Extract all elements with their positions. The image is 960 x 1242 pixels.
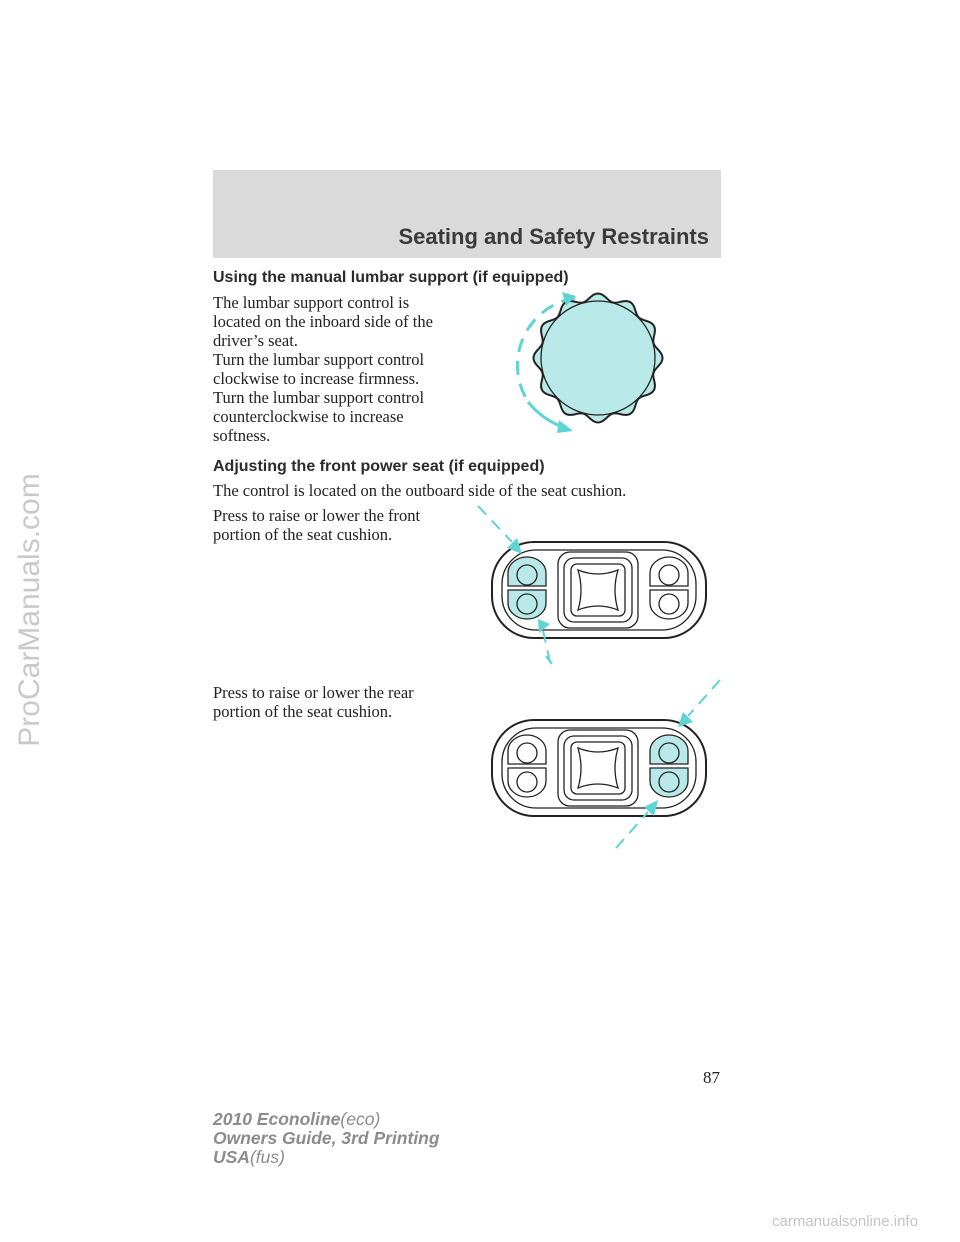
- power-seat-switch-front-icon: [476, 500, 716, 672]
- footer-guide: Owners Guide, 3rd Printing: [213, 1128, 440, 1148]
- header-band: [213, 170, 721, 258]
- bottom-watermark: carmanualsonline.info: [772, 1213, 918, 1230]
- paragraph-power-seat-rear: Press to raise or lower the rear portion of the seat cushion.: [213, 683, 414, 721]
- side-watermark-text: ProCarManuals.com: [13, 473, 46, 747]
- footer: [213, 1110, 440, 1167]
- page-number: 87: [703, 1068, 720, 1087]
- footer-region-code: (fus): [249, 1147, 285, 1167]
- section-heading-power-seat: Adjusting the front power seat (if equipped): [213, 458, 545, 475]
- footer-line-2: [213, 1129, 440, 1148]
- footer-line-1: [213, 1110, 440, 1129]
- footer-region: USA: [213, 1147, 250, 1167]
- paragraph-power-seat-location: The control is located on the outboard side of the seat cushion.: [213, 481, 627, 500]
- side-watermark: [10, 430, 50, 790]
- power-seat-switch-rear-icon: [476, 678, 726, 850]
- paragraph-power-seat-front: Press to raise or lower the front portion of the seat cushion.: [213, 506, 421, 544]
- footer-model: 2010 Econoline: [213, 1109, 341, 1129]
- footer-line-3: [213, 1148, 440, 1167]
- footer-model-code: (eco): [340, 1109, 381, 1129]
- section-heading-lumbar: Using the manual lumbar support (if equipped): [213, 269, 569, 286]
- paragraph-lumbar-clockwise: Turn the lumbar support control clockwise to increase firmness.: [213, 350, 425, 388]
- section-title: Seating and Safety Restraints: [398, 224, 709, 249]
- paragraph-lumbar-counterclockwise: Turn the lumbar support control counterclockwise to increase softness.: [213, 388, 425, 445]
- paragraph-lumbar-location: The lumbar support control is located on the inboard side of the driver’s seat.: [213, 293, 433, 350]
- lumbar-knob-icon: [505, 288, 685, 436]
